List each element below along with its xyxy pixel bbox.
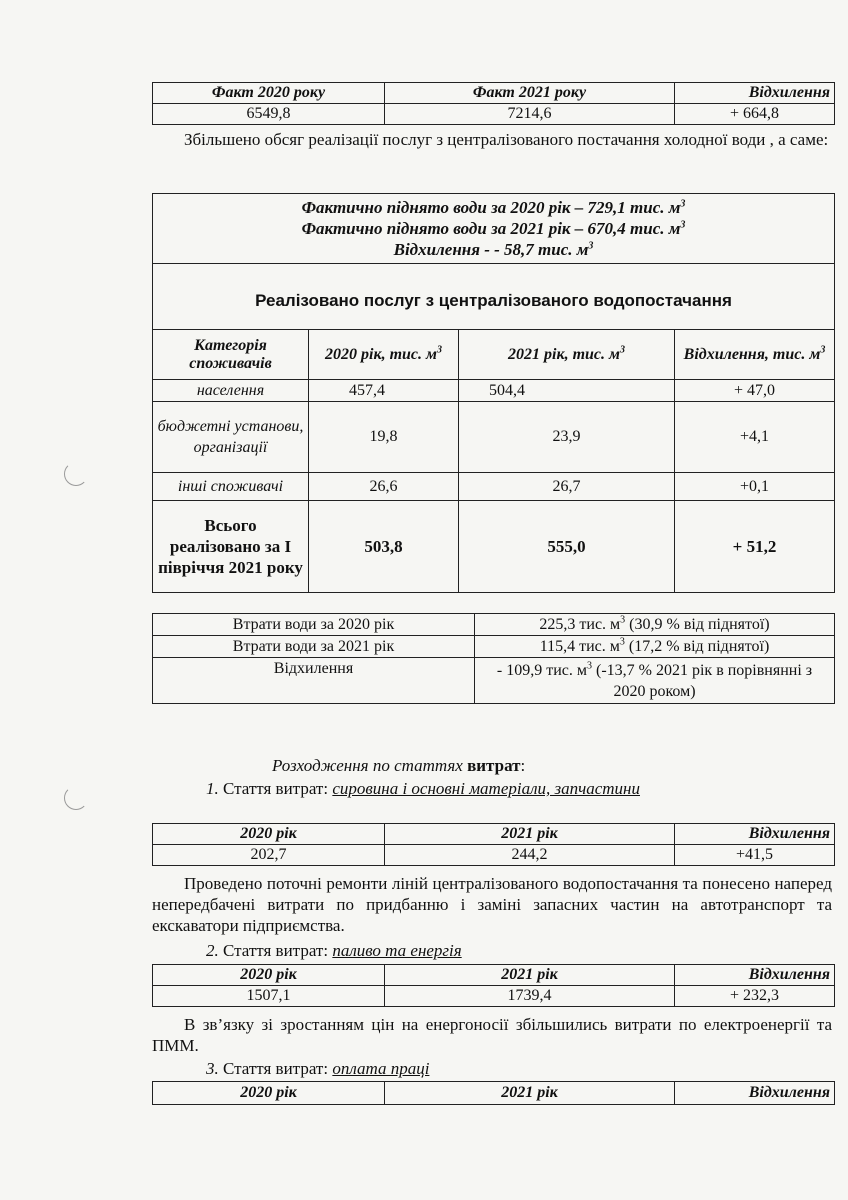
cell-total-label: Всього реалізовано за І півріччя 2021 року: [153, 501, 309, 593]
table-row: [153, 380, 835, 402]
cell-deviation: + 664,8: [675, 104, 835, 125]
cell-2021: 26,7: [459, 473, 675, 501]
cell-loss-label: Втрати води за 2020 рік: [153, 614, 475, 636]
cell-fact-2021: 7214,6: [385, 104, 675, 125]
cost-item-2: 2. Стаття витрат: паливо та енергія: [206, 941, 462, 960]
sup-unit: 3: [680, 219, 686, 231]
cell-2020: 19,8: [309, 402, 459, 473]
cell-total-2021: 555,0: [459, 501, 675, 593]
table-fact: [152, 82, 835, 125]
cell-total-deviation: + 51,2: [675, 501, 835, 593]
cell-deviation: +41,5: [675, 845, 835, 866]
paragraph-2: Проведено поточні ремонти ліній централізованого водопостачання та понесено наперед непередбачені витрати по придбанню і заміні запасних частин на автотранспорт та екскаватори підприємства.: [152, 874, 832, 935]
cell-category: інші споживачі: [153, 473, 309, 501]
th-2020: 2020 рік, тис. $м^3$: [309, 330, 459, 380]
cell-loss-value: - 109,9 тис. $м^3$ (-13,7 % 2021 рік в порівнянні з 2020 роком): [475, 658, 835, 704]
th-2020: 2020 рік: [153, 965, 385, 986]
water-raised-block: [153, 194, 835, 264]
table-water-sales: [152, 193, 835, 593]
table-losses: [152, 613, 835, 704]
th-deviation: Відхилення: [675, 1082, 835, 1105]
cell-2020: 202,7: [153, 845, 385, 866]
cost-item-3: 3. Стаття витрат: оплата праці: [206, 1059, 430, 1078]
cell-loss-label: Втрати води за 2021 рік: [153, 636, 475, 658]
punch-hole-mark: [64, 786, 88, 810]
cell-loss-label: Відхилення: [153, 658, 475, 704]
cost-item-1: 1. Стаття витрат: сировина і основні матеріали, запчастини: [206, 779, 640, 798]
table-row: [153, 473, 835, 501]
table-row: [153, 614, 835, 636]
cell-2021: 244,2: [385, 845, 675, 866]
th-fact-2020: Факт 2020 року: [153, 83, 385, 104]
table-wages: [152, 1081, 835, 1105]
sales-subtitle: Реалізовано послуг з централізованого водопостачання: [153, 264, 835, 330]
cell-deviation: +0,1: [675, 473, 835, 501]
cell-2020: 26,6: [309, 473, 459, 501]
th-deviation: Відхилення: [675, 824, 835, 845]
cell-2021: 23,9: [459, 402, 675, 473]
paragraph-3: В зв’язку зі зростанням цін на енергоносії збільшились витрати по електроенергії та ПММ.: [152, 1015, 832, 1055]
th-2020: 2020 рік: [153, 824, 385, 845]
th-deviation: Відхилення: [675, 965, 835, 986]
table-row: [153, 658, 835, 704]
table-materials: [152, 823, 835, 866]
table-row-total: [153, 501, 835, 593]
table-fuel-energy: [152, 964, 835, 1007]
th-2021: 2021 рік: [385, 824, 675, 845]
sup-unit: 3: [588, 240, 594, 252]
cell-2021: 504,4: [459, 380, 675, 402]
cell-loss-value: 115,4 тис. $м^3$ (17,2 % від піднятої): [475, 636, 835, 658]
th-category: Категорія споживачів: [153, 330, 309, 380]
cell-2021: 1739,4: [385, 986, 675, 1007]
cell-fact-2020: 6549,8: [153, 104, 385, 125]
th-2021: 2021 рік: [385, 965, 675, 986]
raised-2020: Фактично піднято води за 2020 рік – 729,1 тис. м: [301, 198, 681, 217]
raised-2021: Фактично піднято води за 2021 рік – 670,4 тис. м: [301, 219, 681, 238]
cell-deviation: +4,1: [675, 402, 835, 473]
raised-deviation: Відхилення - - 58,7 тис. м: [393, 240, 589, 259]
cell-2020: 457,4: [309, 380, 459, 402]
paragraph-1: Збільшено обсяг реалізації послуг з централізованого постачання холодної води , а саме:: [184, 130, 829, 149]
th-2021: 2021 рік, тис. $м^3$: [459, 330, 675, 380]
table-row: [153, 402, 835, 473]
section-heading: Розходження по статтях витрат:: [272, 756, 526, 775]
cell-deviation: + 232,3: [675, 986, 835, 1007]
th-deviation: Відхилення: [675, 83, 835, 104]
cell-deviation: + 47,0: [675, 380, 835, 402]
sup-unit: 3: [680, 198, 686, 210]
punch-hole-mark: [64, 462, 88, 486]
table-row: [153, 636, 835, 658]
th-deviation-m3: Відхилення, тис. $м^3$: [675, 330, 835, 380]
cell-category: населення: [153, 380, 309, 402]
cell-loss-value: 225,3 тис. $м^3$ (30,9 % від піднятої): [475, 614, 835, 636]
th-2021: 2021 рік: [385, 1082, 675, 1105]
cell-2020: 1507,1: [153, 986, 385, 1007]
th-fact-2021: Факт 2021 року: [385, 83, 675, 104]
cell-category: бюджетні установи, організації: [153, 402, 309, 473]
th-2020: 2020 рік: [153, 1082, 385, 1105]
cell-total-2020: 503,8: [309, 501, 459, 593]
